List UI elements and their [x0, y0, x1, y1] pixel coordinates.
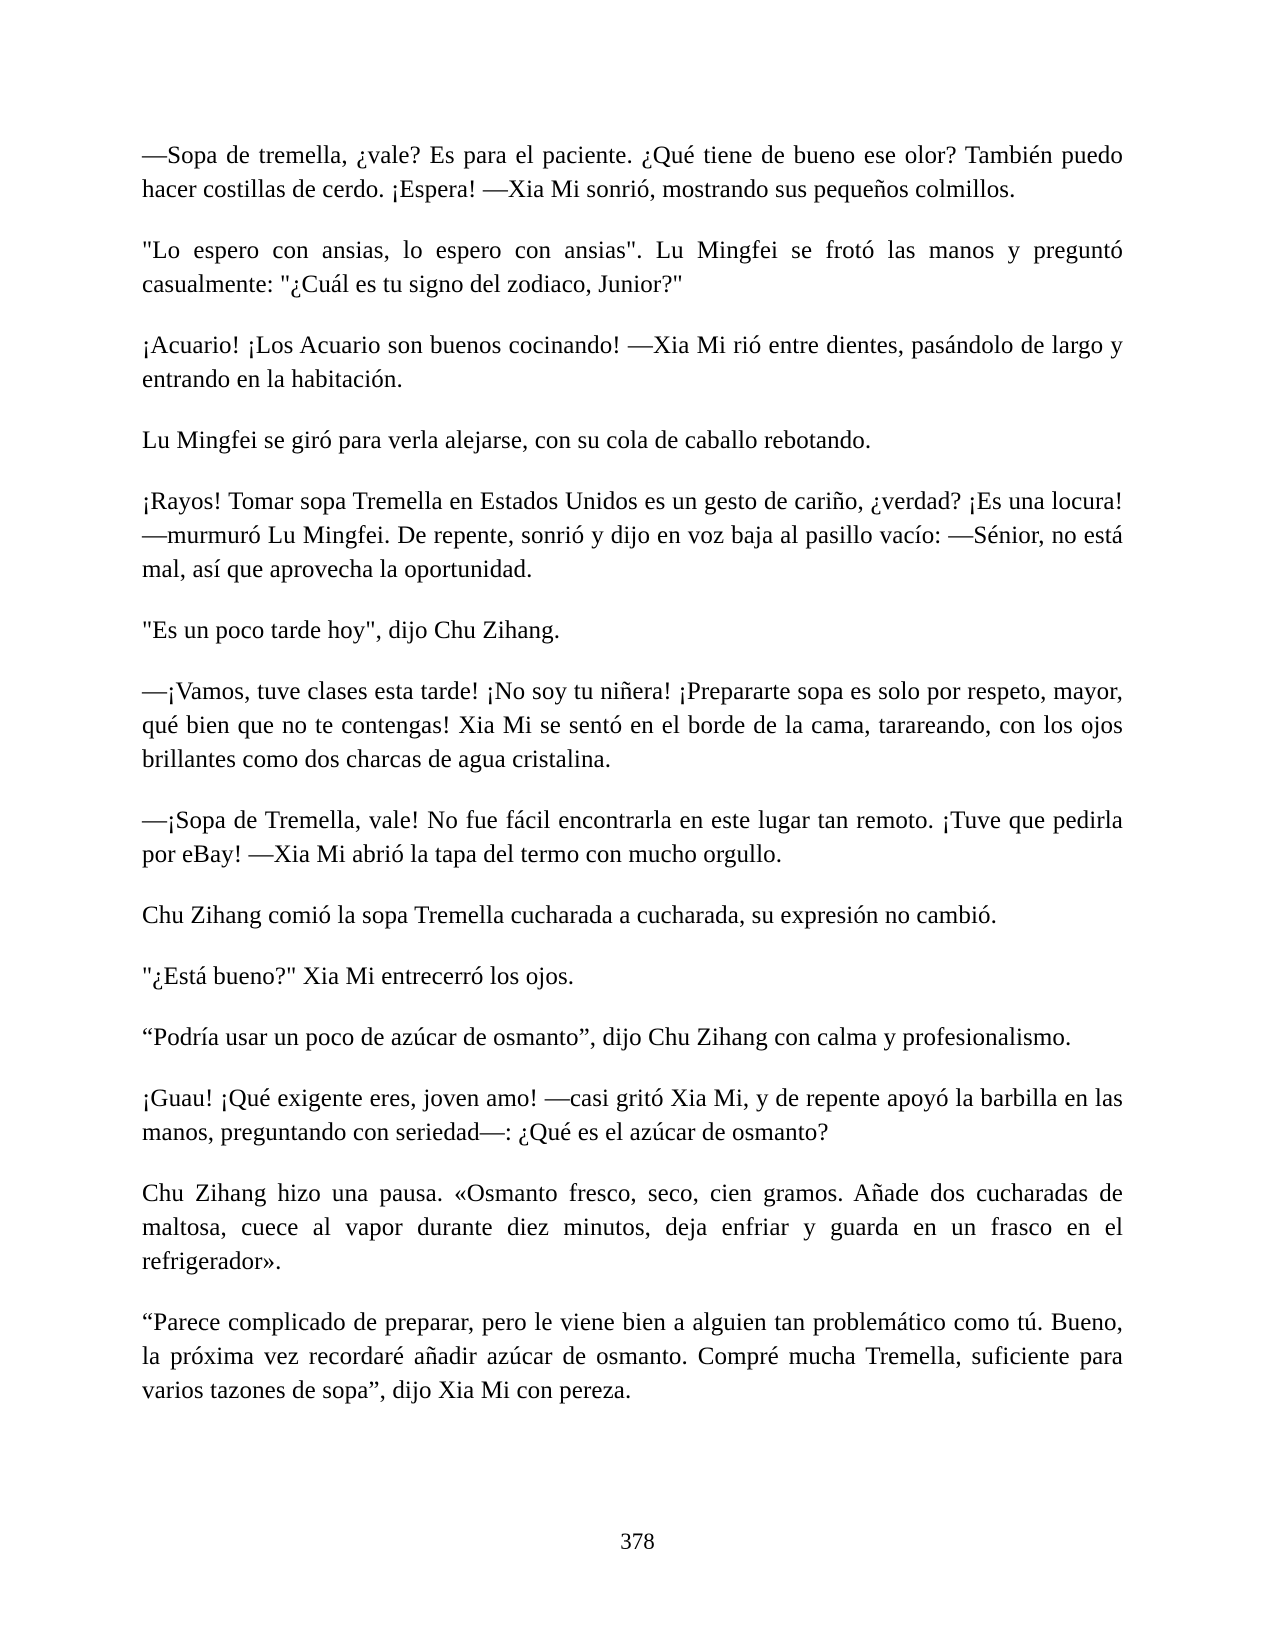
- paragraph-7: —¡Vamos, tuve clases esta tarde! ¡No soy tu niñera! ¡Prepararte sopa es solo por respeto, mayor, qué bien que no te contengas! Xia Mi se sentó en el borde de la cama, tarareando, con los ojos brillantes como dos charcas de agua cristalina.: [142, 678, 1123, 773]
- paragraph-9: Chu Zihang comió la sopa Tremella cucharada a cucharada, su expresión no cambió.: [142, 902, 997, 929]
- paragraph-3: ¡Acuario! ¡Los Acuario son buenos cocinando! —Xia Mi rió entre dientes, pasándolo de largo y entrando en la habitación.: [142, 332, 1123, 393]
- paragraph-14: “Parece complicado de preparar, pero le viene bien a alguien tan problemático como tú. Bueno, la próxima vez recordaré añadir azúcar de osmanto. Compré mucha Tremella, suficiente para varios tazones de sopa”, dijo Xia Mi con pereza.: [142, 1309, 1123, 1404]
- paragraph-10: "¿Está bueno?" Xia Mi entrecerró los ojos.: [142, 963, 575, 990]
- paragraph-6: "Es un poco tarde hoy", dijo Chu Zihang.: [142, 617, 561, 644]
- page-footer: [0, 1528, 1275, 1556]
- paragraph-1: —Sopa de tremella, ¿vale? Es para el paciente. ¿Qué tiene de bueno ese olor? También puedo hacer costillas de cerdo. ¡Espera! —Xia Mi sonrió, mostrando sus pequeños colmillos.: [142, 142, 1123, 203]
- text-block: [142, 139, 1123, 1408]
- page-number: 378: [620, 1529, 655, 1554]
- paragraph-2: "Lo espero con ansias, lo espero con ansias". Lu Mingfei se frotó las manos y preguntó casualmente: "¿Cuál es tu signo del zodiaco, Junior?": [142, 237, 1123, 298]
- paragraph-8: —¡Sopa de Tremella, vale! No fue fácil encontrarla en este lugar tan remoto. ¡Tuve que pedirla por eBay! —Xia Mi abrió la tapa del termo con mucho orgullo.: [142, 807, 1123, 868]
- paragraph-4: Lu Mingfei se giró para verla alejarse, con su cola de caballo rebotando.: [142, 427, 872, 454]
- paragraph-11: “Podría usar un poco de azúcar de osmanto”, dijo Chu Zihang con calma y profesionalismo.: [142, 1024, 1072, 1051]
- paragraph-5: ¡Rayos! Tomar sopa Tremella en Estados Unidos es un gesto de cariño, ¿verdad? ¡Es una locura! —murmuró Lu Mingfei. De repente, sonrió y dijo en voz baja al pasillo vacío: —Sénior, no está mal, así que aprovecha la oportunidad.: [142, 488, 1123, 583]
- paragraph-13: Chu Zihang hizo una pausa. «Osmanto fresco, seco, cien gramos. Añade dos cucharadas de maltosa, cuece al vapor durante diez minutos, deja enfriar y guarda en un frasco en el refrigerador».: [142, 1180, 1123, 1275]
- paragraph-12: ¡Guau! ¡Qué exigente eres, joven amo! —casi gritó Xia Mi, y de repente apoyó la barbilla en las manos, preguntando con seriedad—: ¿Qué es el azúcar de osmanto?: [142, 1085, 1123, 1146]
